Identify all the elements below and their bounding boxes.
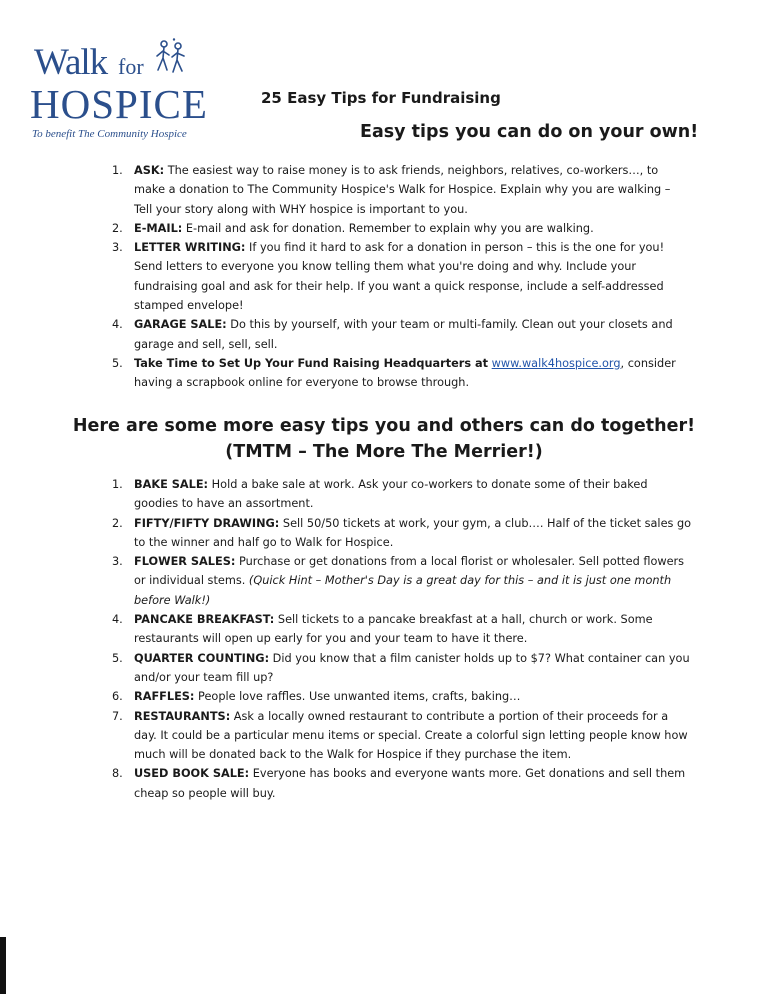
logo-hospice-text: HOSPICE (30, 81, 208, 127)
list-item (112, 475, 692, 514)
item-text: Purchase or get donations from a local florist or wholesaler. Sell potted flowers or individual stems. (134, 555, 685, 588)
item-lead: FIFTY/FIFTY DRAWING: (134, 516, 280, 530)
list-item (112, 514, 692, 553)
item-text: Do this by yourself, with your team or multi-family. Clean out your closets and garage and sell, sell, sell. (134, 318, 673, 351)
item-text: E-mail and ask for donation. Remember to explain why you are walking. (182, 221, 594, 235)
list-item (112, 161, 692, 219)
item-text: Sell tickets to a pancake breakfast at a hall, church or work. Some restaurants will open up early for you and your team to have it there. (134, 613, 653, 646)
item-lead: PANCAKE BREAKFAST: (134, 613, 275, 627)
item-number: 5. (112, 356, 123, 370)
item-text: Did you know that a film canister holds up to $7? What container can you and/or your team fill up? (134, 651, 690, 684)
logo-walk-text: Walk (34, 42, 108, 83)
list-item (112, 610, 692, 649)
item-text: Everyone has books and everyone wants more. Get donations and sell them cheap so people will buy. (134, 767, 686, 800)
list-item (112, 315, 692, 354)
together-tips-list (112, 475, 692, 803)
item-text: The easiest way to raise money is to ask friends, neighbors, relatives, co-workers…, to make a donation to The Community Hospice's Walk for Hospice. Explain why you are walking – Tell your story along with WHY hospice is important to you. (134, 164, 671, 216)
item-lead: ASK: (134, 164, 165, 177)
item-lead: Take Time to Set Up Your Fund Raising Headquarters at (134, 356, 489, 370)
item-number: 5. (112, 651, 123, 665)
item-lead: FLOWER SALES: (134, 555, 236, 569)
list-item (112, 354, 692, 393)
together-subheading: (TMTM – The More The Merrier!) (225, 442, 543, 462)
item-number: 4. (112, 613, 123, 627)
page-subtitle: Easy tips you can do on your own! (360, 122, 699, 142)
item-text: If you find it hard to ask for a donation in person – this is the one for you! Send letters to everyone you know telling them what you're doing and why. Include your fundraising goal and ask for their help. If you want a quick response, include a self-addressed stamped envelope! (134, 241, 665, 313)
item-hint: (Quick Hint – Mother's Day is a great day for this – and it is just one month before Walk!) (134, 574, 672, 607)
list-item (112, 764, 692, 803)
logo-tagline: To benefit The Community Hospice (32, 128, 187, 140)
together-heading: Here are some more easy tips you and others can do together! (72, 416, 696, 436)
list-item (112, 687, 692, 706)
walk-for-hospice-logo (30, 30, 230, 140)
item-text: Sell 50/50 tickets at work, your gym, a club…. Half of the ticket sales go to the winner and half go to Walk for Hospice. (134, 516, 692, 549)
list-item (112, 649, 692, 688)
list-item (112, 552, 692, 610)
list-item (112, 219, 692, 238)
item-number: 3. (112, 241, 123, 255)
page-title: 25 Easy Tips for Fundraising (261, 89, 501, 107)
item-lead: GARAGE SALE: (134, 318, 227, 332)
item-number: 3. (112, 555, 123, 569)
item-number: 7. (112, 709, 123, 723)
item-lead: LETTER WRITING: (134, 241, 246, 255)
item-lead: E-MAIL: (134, 221, 183, 235)
scan-edge-mark (0, 937, 6, 994)
item-number: 8. (112, 767, 123, 781)
walk4hospice-link[interactable]: www.walk4hospice.org (491, 356, 621, 370)
item-number: 2. (112, 221, 123, 235)
item-lead: RESTAURANTS: (134, 709, 231, 723)
item-text: , consider having a scrapbook online for everyone to browse through. (134, 356, 676, 390)
item-text: Ask a locally owned restaurant to contribute a portion of their proceeds for a day. It could be a particular menu items or special. Create a colorful sign letting people know how much will be donated back to the Walk for Hospice if they purchase the item. (134, 709, 688, 762)
item-number: 1. (112, 478, 123, 491)
item-text: Hold a bake sale at work. Ask your co-workers to donate some of their baked goodies to have an assortment. (134, 478, 648, 511)
item-number: 1. (112, 164, 123, 177)
own-tips-list (112, 161, 692, 393)
logo-for-text: for (118, 54, 144, 79)
list-item (112, 707, 692, 765)
item-lead: QUARTER COUNTING: (134, 651, 270, 665)
walking-figures-icon (152, 38, 190, 76)
list-item (112, 238, 692, 315)
item-text: People love raffles. Use unwanted items, crafts, baking… (194, 690, 521, 704)
item-lead: RAFFLES: (134, 690, 195, 704)
item-number: 4. (112, 318, 123, 332)
item-number: 2. (112, 516, 123, 530)
item-lead: USED BOOK SALE: (134, 767, 250, 781)
item-lead: BAKE SALE: (134, 478, 209, 491)
item-number: 6. (112, 690, 123, 704)
